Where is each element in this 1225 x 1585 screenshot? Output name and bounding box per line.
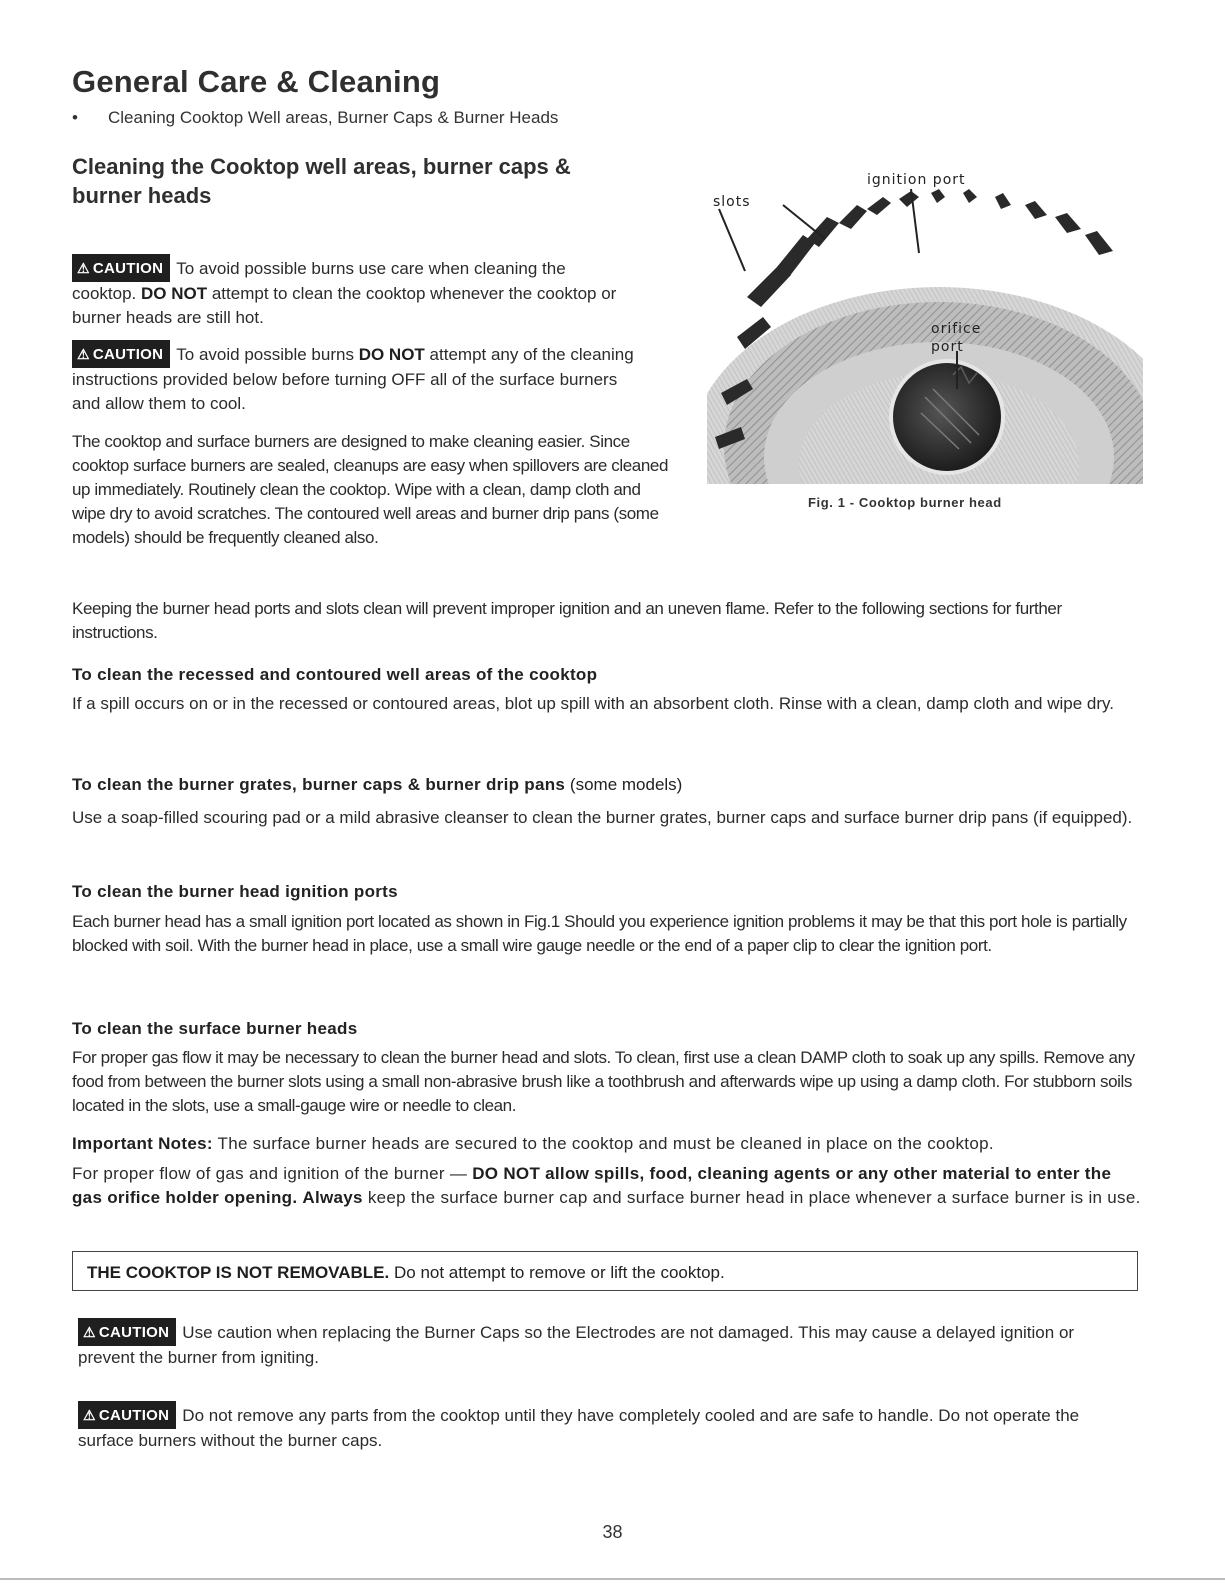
heads-heading: To clean the surface burner heads: [72, 1019, 358, 1038]
ports-heading: To clean the burner head ignition ports: [72, 882, 398, 901]
cooktop-not-removable-box: THE COOKTOP IS NOT REMOVABLE. Do not attempt to remove or lift the cooktop.: [72, 1251, 1138, 1291]
caution-paragraph-1: ⚠ CAUTION To avoid possible burns use care when cleaning the cooktop. DO NOT attempt to clean the cooktop whenever the cooktop or burner heads are still hot.: [72, 254, 632, 330]
warning-triangle-icon: ⚠: [83, 1407, 96, 1423]
ports-paragraph: Each burner head has a small ignition port located as shown in Fig.1 Should you experience ignition problems it may be that this port hole is partially blocked with soil. With the burner head in place, use a small wire gauge needle or the end of a paper clip to clear the ignition port.: [72, 912, 1127, 955]
slots-label: slots: [713, 194, 751, 210]
wells-paragraph: If a spill occurs on or in the recessed or contoured areas, blot up spill with an absorbent cloth. Rinse with a clean, damp cloth and wipe dry.: [72, 694, 1114, 713]
ignition-port-label: ignition port: [867, 172, 966, 188]
page-number: 38: [602, 1522, 623, 1542]
figure-caption: Fig. 1 - Cooktop burner head: [808, 495, 1002, 510]
keeping-paragraph: Keeping the burner head ports and slots clean will prevent improper ignition and an uneven flame. Refer to the following sections for further instructions.: [72, 599, 1062, 642]
burner-head-illustration: [707, 157, 1143, 484]
gas-flow-note: For proper flow of gas and ignition of the burner — DO NOT allow spills, food, cleaning agents or any other material to enter the gas orifice holder opening. Always keep the surface burner cap and surface burner head in place whenever a surface burner is in use.: [72, 1164, 1141, 1207]
grates-heading-suffix: (some models): [569, 775, 683, 794]
caution-badge: ⚠ CAUTION: [78, 1401, 176, 1429]
orifice-port-label-line-2: port: [931, 339, 964, 355]
section-title: Cleaning the Cooktop well areas, burner caps & burner heads: [72, 154, 571, 208]
cooktop-not-removable-heading: THE COOKTOP IS NOT REMOVABLE.: [87, 1263, 390, 1282]
grates-heading: To clean the burner grates, burner caps & burner drip pans (some models): [72, 775, 683, 794]
topic-bullet: [72, 108, 558, 128]
bullet-dot: •: [72, 108, 78, 127]
warning-triangle-icon: ⚠: [77, 260, 90, 276]
grates-paragraph: Use a soap-filled scouring pad or a mild abrasive cleanser to clean the burner grates, burner caps and surface burner drip pans (if equipped).: [72, 808, 1133, 827]
page-title: General Care & Cleaning: [72, 64, 441, 99]
caution-paragraph-3: ⚠ CAUTION Use caution when replacing the Burner Caps so the Electrodes are not damaged. This may cause a delayed ignition or prevent the burner from igniting.: [78, 1318, 1128, 1370]
caution-badge: ⚠ CAUTION: [78, 1318, 176, 1346]
caution-paragraph-2: ⚠ CAUTION To avoid possible burns DO NOT attempt any of the cleaning instructions provided below before turning OFF all of the surface burners and allow them to cool.: [72, 340, 637, 416]
caution-badge: ⚠ CAUTION: [72, 340, 170, 368]
warning-triangle-icon: ⚠: [77, 346, 90, 362]
bottom-rule: [0, 1578, 1225, 1580]
wells-heading: To clean the recessed and contoured well areas of the cooktop: [72, 665, 598, 684]
heads-paragraph: For proper gas flow it may be necessary to clean the burner head and slots. To clean, first use a clean DAMP cloth to soak up any spills. Remove any food from between the burner slots using a small non-abrasive brush like a toothbrush and afterwards wipe up using a damp cloth. For stubborn soils located in the slots, use a small-gauge wire or needle to clean.: [72, 1048, 1135, 1115]
caution-paragraph-4: ⚠ CAUTION Do not remove any parts from the cooktop until they have completely cooled and are safe to handle. Do not operate the surface burners without the burner caps.: [78, 1401, 1128, 1453]
topic-bullet-text: Cleaning Cooktop Well areas, Burner Caps & Burner Heads: [108, 108, 559, 127]
important-notes: Important Notes: The surface burner heads are secured to the cooktop and must be cleaned in place on the cooktop.: [72, 1134, 994, 1153]
burner-head-figure: [707, 157, 1143, 484]
caution-badge: ⚠ CAUTION: [72, 254, 170, 282]
warning-triangle-icon: ⚠: [83, 1324, 96, 1340]
orifice-port-label-line-1: orifice: [931, 321, 982, 337]
important-notes-label: Important Notes:: [72, 1134, 213, 1153]
intro-paragraph: The cooktop and surface burners are designed to make cleaning easier. Since cooktop surface burners are sealed, cleanups are easy when spillovers are cleaned up immediately. Routinely clean the cooktop. Wipe with a clean, damp cloth and wipe dry to avoid scratches. The contoured well areas and burner drip pans (some models) should be frequently cleaned also.: [72, 432, 669, 547]
